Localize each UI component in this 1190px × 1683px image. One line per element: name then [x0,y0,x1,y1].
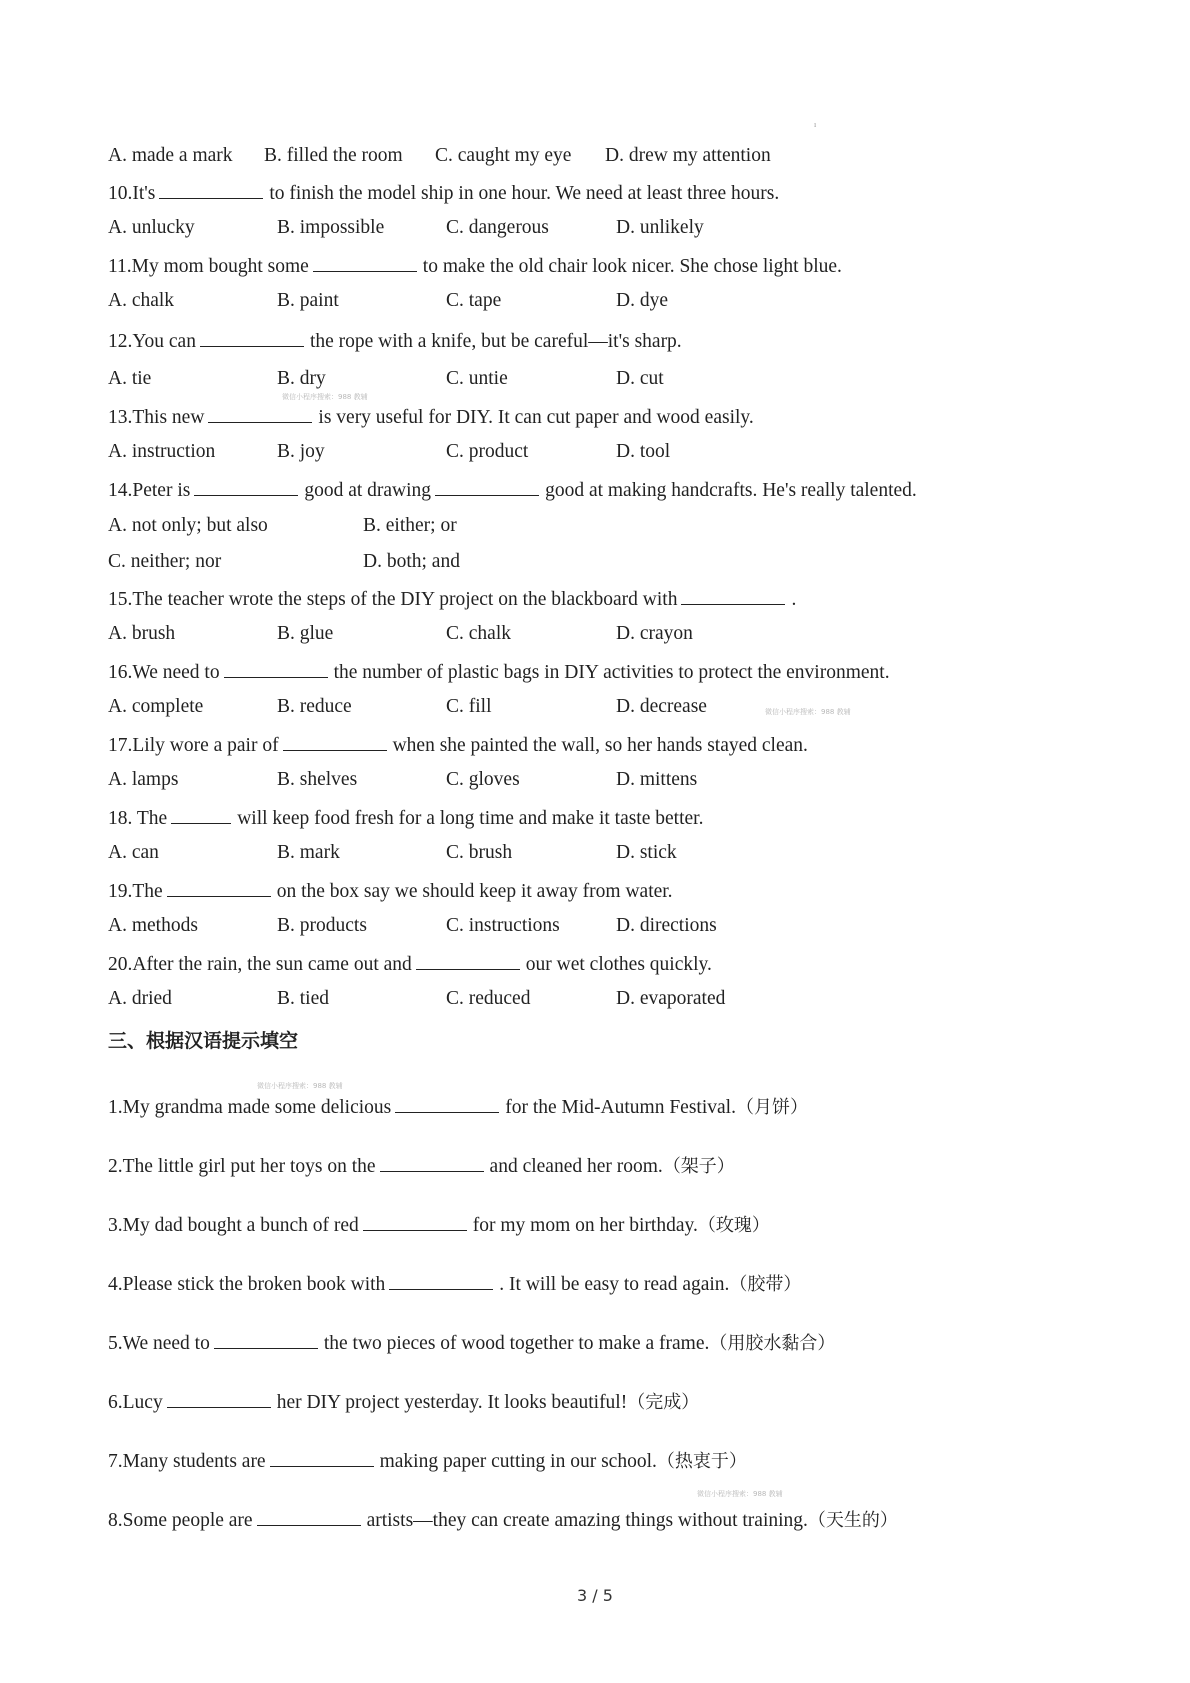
option-d: D. evaporated [616,988,726,1009]
question-text-post: to finish the model ship in one hour. We need at least three hours. [269,183,780,204]
option-b: B. paint [277,290,339,311]
option-c: C. instructions [446,915,560,936]
watermark: 微信小程序搜索：988 教辅 [282,393,368,401]
answer-blank[interactable] [395,1094,499,1113]
option-c: C. fill [446,696,492,717]
option-a: A. tie [108,368,152,389]
option-c: C. reduced [446,988,531,1009]
watermark: 微信小程序搜索：988 教辅 [697,1490,783,1498]
question-text-mid: good at drawing [304,480,432,501]
question-text-pre: 1.My grandma made some delicious [108,1097,392,1118]
question-text-post: our wet clothes quickly. [525,954,712,975]
question-17 [108,732,808,758]
option-c: C. tape [446,290,502,311]
chinese-hint: （玫瑰） [697,1215,770,1236]
fill-question-5 [108,1330,835,1356]
option-b: B. products [277,915,367,936]
answer-blank[interactable] [167,878,271,897]
option-d: D. dye [616,290,668,311]
question-text-post: the rope with a knife, but be careful—it's sharp. [309,331,682,352]
option-c: C. dangerous [446,217,549,238]
answer-blank[interactable] [171,805,231,824]
option-b: B. either; or [363,515,457,536]
fill-question-3 [108,1212,770,1238]
chinese-hint: （完成） [627,1392,700,1413]
question-text-pre: 12.You can [108,331,196,352]
answer-blank-1[interactable] [194,477,298,496]
answer-blank[interactable] [224,659,328,678]
option-a: A. lamps [108,769,179,790]
section-title: 三、根据汉语提示填空 [108,1030,299,1052]
option-c: C. untie [446,368,508,389]
answer-blank[interactable] [270,1448,374,1467]
option-b: B. impossible [277,217,385,238]
question-text-post: and cleaned her room. [489,1156,663,1177]
question-text-pre: 18. The [108,808,168,829]
answer-blank[interactable] [416,951,520,970]
fill-question-8 [108,1507,898,1533]
question-text-post: good at making handcrafts. He's really talented. [545,480,917,501]
chinese-hint: （月饼） [735,1097,808,1118]
question-text-post: the two pieces of wood together to make a frame. [323,1333,710,1354]
option-a: A. brush [108,623,176,644]
answer-blank[interactable] [214,1330,318,1349]
option-b: B. tied [277,988,329,1009]
answer-blank[interactable] [208,404,312,423]
question-text-pre: 17.Lily wore a pair of [108,735,279,756]
chinese-hint: （架子） [662,1156,735,1177]
option-b: B. joy [277,441,325,462]
chinese-hint: （热衷于） [656,1451,747,1472]
question-text-pre: 16.We need to [108,662,220,683]
option-a: A. not only; but also [108,515,268,536]
question-12 [108,328,682,354]
question-text-post: will keep food fresh for a long time and make it taste better. [237,808,704,829]
answer-blank[interactable] [313,253,417,272]
chinese-hint: （天生的） [807,1510,898,1531]
answer-blank[interactable] [681,586,785,605]
fill-question-4 [108,1271,801,1297]
question-14 [108,477,917,503]
option-b: B. glue [277,623,334,644]
option-d: D. tool [616,441,671,462]
question-11 [108,253,842,279]
option-c: C. brush [446,842,513,863]
question-text-pre: 20.After the rain, the sun came out and [108,954,412,975]
option-a: A. dried [108,988,172,1009]
question-18 [108,805,703,831]
fill-question-6 [108,1389,699,1415]
question-text-pre: 5.We need to [108,1333,210,1354]
option-c: C. gloves [446,769,520,790]
option-d: D. unlikely [616,217,704,238]
answer-blank[interactable] [363,1212,467,1231]
answer-blank-2[interactable] [435,477,539,496]
question-text-post: . [791,589,797,610]
question-text-post: her DIY project yesterday. It looks beautiful! [276,1392,628,1413]
q9-option-c: C. caught my eye [435,145,572,166]
question-text-pre: 8.Some people are [108,1510,253,1531]
question-text-pre: 19.The [108,881,163,902]
question-text-post: making paper cutting in our school. [379,1451,657,1472]
fill-question-7 [108,1448,747,1474]
answer-blank[interactable] [200,328,304,347]
option-a: A. complete [108,696,204,717]
question-13 [108,404,754,430]
fill-question-2 [108,1153,735,1179]
chinese-hint: （用胶水黏合） [709,1333,836,1354]
answer-blank[interactable] [380,1153,484,1172]
question-text-post: the number of plastic bags in DIY activities to protect the environment. [333,662,890,683]
option-d: D. decrease [616,696,707,717]
option-d: D. both; and [363,551,460,572]
question-19 [108,878,673,904]
option-a: A. methods [108,915,198,936]
answer-blank[interactable] [159,180,263,199]
question-text-post: to make the old chair look nicer. She chose light blue. [422,256,842,277]
question-text-post: for the Mid-Autumn Festival. [505,1097,736,1118]
q9-option-a: A. made a mark [108,145,233,166]
question-text-post: for my mom on her birthday. [472,1215,698,1236]
option-c: C. neither; nor [108,551,222,572]
option-a: A. unlucky [108,217,195,238]
question-text-post: is very useful for DIY. It can cut paper and wood easily. [318,407,754,428]
option-d: D. mittens [616,769,698,790]
question-text-post: on the box say we should keep it away from water. [276,881,673,902]
option-c: C. chalk [446,623,511,644]
option-d: D. crayon [616,623,693,644]
question-text-pre: 13.This new [108,407,205,428]
question-text-post: when she painted the wall, so her hands stayed clean. [392,735,808,756]
answer-blank[interactable] [167,1389,271,1408]
question-text-pre: 3.My dad bought a bunch of red [108,1215,359,1236]
option-a: A. can [108,842,159,863]
option-b: B. shelves [277,769,358,790]
option-a: A. chalk [108,290,175,311]
question-text-post: artists—they can create amazing things without training. [366,1510,808,1531]
question-text-pre: 14.Peter is [108,480,191,501]
watermark: 微信小程序搜索：988 教辅 [257,1082,343,1090]
watermark: 微信小程序搜索：988 教辅 [765,708,851,716]
page-number: 3 / 5 [577,1586,613,1605]
option-b: B. reduce [277,696,352,717]
answer-blank[interactable] [257,1507,361,1526]
corner-mark: ı [814,120,817,129]
question-text-pre: 11.My mom bought some [108,256,309,277]
chinese-hint: （胶带） [729,1274,802,1295]
option-a: A. instruction [108,441,216,462]
question-text-pre: 7.Many students are [108,1451,266,1472]
question-text-post: . It will be easy to read again. [499,1274,730,1295]
question-text-pre: 15.The teacher wrote the steps of the DIY project on the blackboard with [108,589,678,610]
question-20 [108,951,712,977]
option-d: D. stick [616,842,677,863]
question-text-pre: 2.The little girl put her toys on the [108,1156,376,1177]
question-10 [108,180,779,206]
question-text-pre: 6.Lucy [108,1392,163,1413]
answer-blank[interactable] [283,732,387,751]
q9-option-d: D. drew my attention [605,145,771,166]
option-c: C. product [446,441,529,462]
option-b: B. mark [277,842,340,863]
q9-option-b: B. filled the room [264,145,403,166]
option-d: D. directions [616,915,717,936]
question-15 [108,586,796,612]
question-16 [108,659,890,685]
answer-blank[interactable] [389,1271,493,1290]
option-d: D. cut [616,368,664,389]
fill-question-1 [108,1094,808,1120]
question-text-pre: 10.It's [108,183,156,204]
option-b: B. dry [277,368,326,389]
question-text-pre: 4.Please stick the broken book with [108,1274,386,1295]
